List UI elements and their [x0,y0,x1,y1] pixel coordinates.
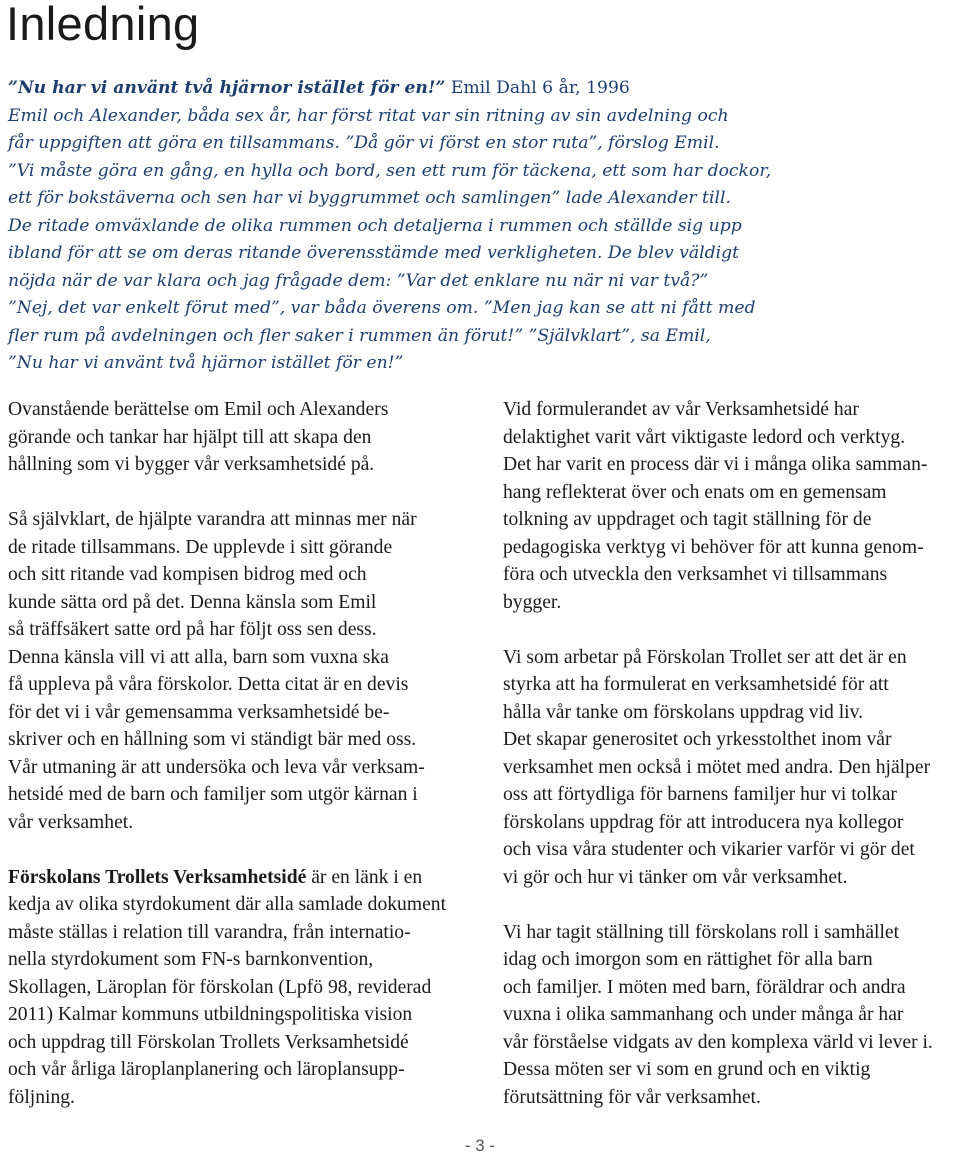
text-line: vår verksamhet. [8,811,134,833]
text-line: och vår årliga läroplanplanering och läroplansupp- [8,1059,405,1080]
text-line: Dessa möten ser vi som en grund och en viktig [503,1059,871,1080]
quote-opening-bold: ”Nu har vi använt två hjärnor istället för en!” [8,78,446,98]
quote-line: Emil och Alexander, båda sex år, har först ritat var sin ritning av sin avdelning och [8,105,729,126]
quote-line: ”Nej, det var enkelt förut med”, var båda överens om. ”Men jag kan se att ni fått med [8,298,756,318]
text-line: nella styrdokument som FN-s barnkonvention, [8,949,374,970]
text-line: Det skapar generositet och yrkesstolthet inom vår [503,729,892,750]
left-paragraph-3 [8,864,478,1112]
text-line: de ritade tillsammans. De upplevde i sitt görande [8,536,393,558]
quote-line-1 [8,75,728,103]
text-line: tolkning av uppdraget och tagit ställning för de [503,509,872,530]
right-column [503,396,953,1139]
quote-line: ett för bokstäverna och sen har vi byggrummet och samlingen” lade Alexander till. [8,188,731,208]
text-line: och uppdrag till Förskolan Trollets Verksamhetsidé [8,1031,409,1053]
text-fragment: är en länk i en [306,866,423,888]
left-paragraph-2 [8,506,478,836]
text-line: pedagogiska verktyg vi behöver för att kunna genom- [503,536,924,558]
right-paragraph-3 [503,919,953,1112]
text-line: Vid formulerandet av vår Verksamhetsidé har [503,399,859,420]
quote-attribution: Emil Dahl 6 år, 1996 [450,78,630,98]
text-line: görande och tankar har hjälpt till att skapa den [8,426,372,448]
quote-line: nöjda när de var klara och jag frågade dem: ”Var det enklare nu när ni var två?” [8,270,709,291]
page-number: - 3 - [464,1136,496,1155]
text-line: förskolans uppdrag för att introducera nya kollegor [503,811,904,833]
text-line: Vi som arbetar på Förskolan Trollet ser att det är en [503,646,907,668]
text-line: Vår utmaning är att undersöka och leva vår verksam- [8,756,425,778]
text-line: Ovanstående berättelse om Emil och Alexanders [8,399,389,420]
text-line: vuxna i olika sammanhang och under många år har [503,1004,904,1025]
text-line: Så självklart, de hjälpte varandra att minnas mer när [8,509,417,530]
text-line: hetsidé med de barn och familjer som utgör kärnan i [8,784,418,805]
text-line: och familjer. I möten med barn, föräldrar och andra [503,976,906,998]
text-line: Skollagen, Läroplan för förskolan (Lpfö 98, reviderad [8,976,432,998]
text-line: skriver och en hållning som vi ständigt bär med oss. [8,729,417,750]
intro-quote [8,75,772,378]
text-line: vi gör och hur vi tänker om vår verksamhet. [503,866,848,888]
page-title: Inledning [6,0,200,50]
text-line: Denna känsla vill vi att alla, barn som vuxna ska [8,646,389,668]
text-line: delaktighet varit vårt viktigaste ledord och verktyg. [503,426,906,448]
text-line: föra och utveckla den verksamhet vi tillsammans [503,564,888,585]
text-line: följning. [8,1086,75,1108]
text-line: och sitt ritande vad kompisen bidrog med och [8,564,367,585]
quote-line: ”Vi måste göra en gång, en hylla och bord, sen ett rum för täckena, ett som har dockor, [8,160,772,181]
quote-line: De ritade omväxlande de olika rummen och detaljerna i rummen och ställde sig upp [8,215,742,236]
text-line: hålla vår tanke om förskolans uppdrag vid liv. [503,701,864,723]
text-line: och visa våra studenter och vikarier varför vi gör det [503,839,915,860]
text-line: för det vi i vår gemensamma verksamhetsidé be- [8,701,390,723]
text-line: kunde sätta ord på det. Denna känsla som Emil [8,591,377,613]
text-line: få uppleva på våra förskolor. Detta citat är en devis [8,674,409,695]
quote-line: ibland för att se om deras ritande överensstämde med verkligheten. De blev väldigt [8,243,740,263]
text-line: kedja av olika styrdokument där alla samlade dokument [8,894,447,915]
left-paragraph-1 [8,396,478,479]
left-column [8,396,478,1139]
text-line: så träffsäkert satte ord på har följt oss sen dess. [8,619,377,640]
text-line: vår förståelse vidgats av den komplexa värld vi lever i. [503,1031,933,1053]
text-line [8,864,478,892]
right-paragraph-2 [503,644,953,892]
text-line: oss att förtydliga för barnens familjer hur vi tolkar [503,784,897,805]
text-line: bygger. [503,591,562,613]
text-line: förutsättning för vår verksamhet. [503,1086,761,1108]
text-line: Det har varit en process där vi i många olika samman- [503,454,928,475]
quote-line: ”Nu har vi använt två hjärnor istället för en!” [8,353,404,373]
right-paragraph-1 [503,396,953,616]
text-line: verksamhet men också i mötet med andra. Den hjälper [503,756,931,778]
verksamhetside-term: Förskolans Trollets Verksamhetsidé [8,866,307,888]
text-line: måste ställas i relation till varandra, från internatio- [8,921,411,943]
text-line: idag och imorgon som en rättighet för alla barn [503,949,873,970]
text-line: hang reflekterat över och enats om en gemensam [503,481,887,503]
text-line: Vi har tagit ställning till förskolans roll i samhället [503,921,900,943]
quote-line: fler rum på avdelningen och fler saker i rummen än förut!” ”Självklart”, sa Emil, [8,325,711,346]
quote-line: får uppgiften att göra en tillsammans. ”Då gör vi först en stor ruta”, förslog Emil. [8,133,720,153]
text-line: styrka att ha formulerat en verksamhetsidé för att [503,674,889,695]
text-line: hållning som vi bygger vår verksamhetsidé på. [8,454,375,475]
text-line: 2011) Kalmar kommuns utbildningspolitiska vision [8,1004,413,1025]
